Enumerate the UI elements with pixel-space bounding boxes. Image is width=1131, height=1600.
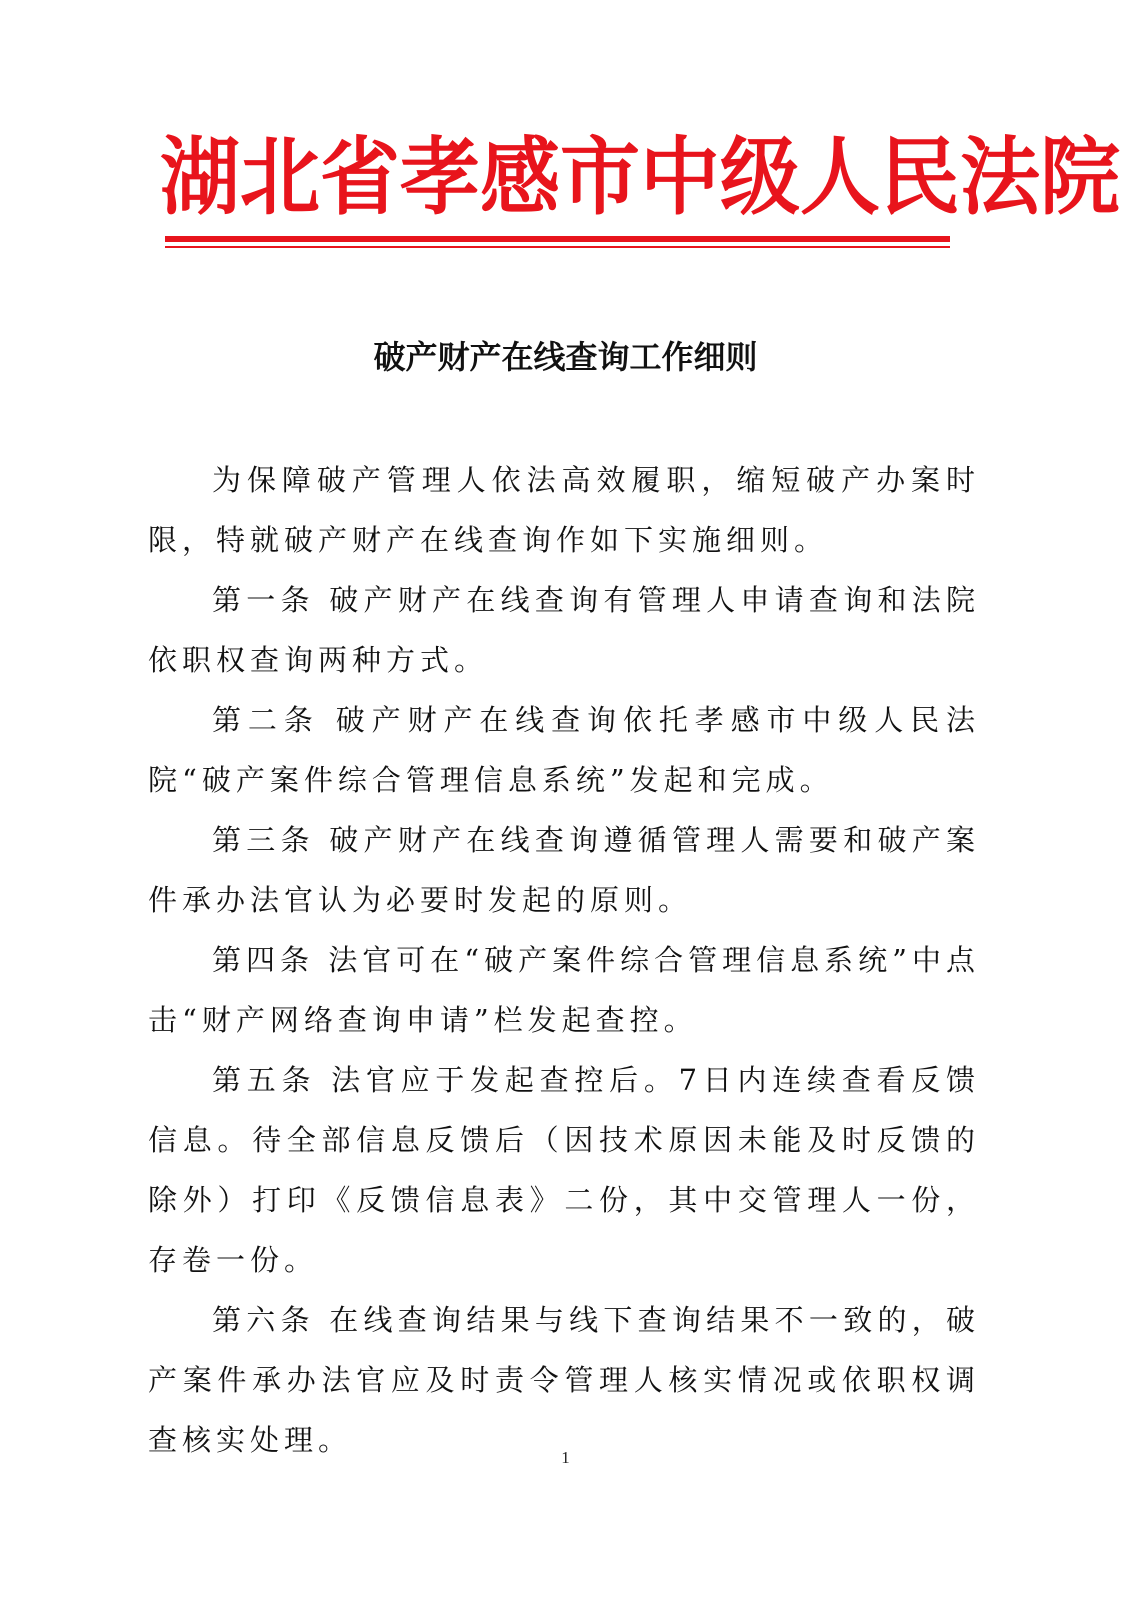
- page-number: 1: [561, 1448, 570, 1467]
- masthead-rule-thick: [165, 236, 950, 242]
- paragraph-article-3: 第三条 破产财产在线查询遵循管理人需要和破产案件承办法官认为必要时发起的原则。: [148, 823, 980, 917]
- document-body: [148, 450, 980, 1470]
- paragraph-article-1: 第一条 破产财产在线查询有管理人申请查询和法院依职权查询两种方式。: [148, 583, 980, 677]
- paragraph-preamble: 为保障破产管理人依法高效履职，缩短破产办案时限，特就破产财产在线查询作如下实施细则。: [148, 463, 980, 557]
- paragraph-article-2: 第二条 破产财产在线查询依托孝感市中级人民法院“破产案件综合管理信息系统”发起和完成。: [148, 703, 980, 797]
- paragraph-article-5: 第五条 法官应于发起查控后。7日内连续查看反馈信息。待全部信息反馈后（因技术原因未能及时反馈的除外）打印《反馈信息表》二份，其中交管理人一份，存卷一份。: [148, 1063, 980, 1277]
- masthead-rule-thin: [165, 246, 950, 248]
- court-masthead: 湖北省孝感市中级人民法院: [160, 128, 1120, 227]
- paragraph-article-6: 第六条 在线查询结果与线下查询结果不一致的，破产案件承办法官应及时责令管理人核实情况或依职权调查核实处理。: [148, 1303, 980, 1457]
- document-title: 破产财产在线查询工作细则: [373, 338, 758, 376]
- paragraph-article-4: 第四条 法官可在“破产案件综合管理信息系统”中点击“财产网络查询申请”栏发起查控。: [148, 943, 980, 1037]
